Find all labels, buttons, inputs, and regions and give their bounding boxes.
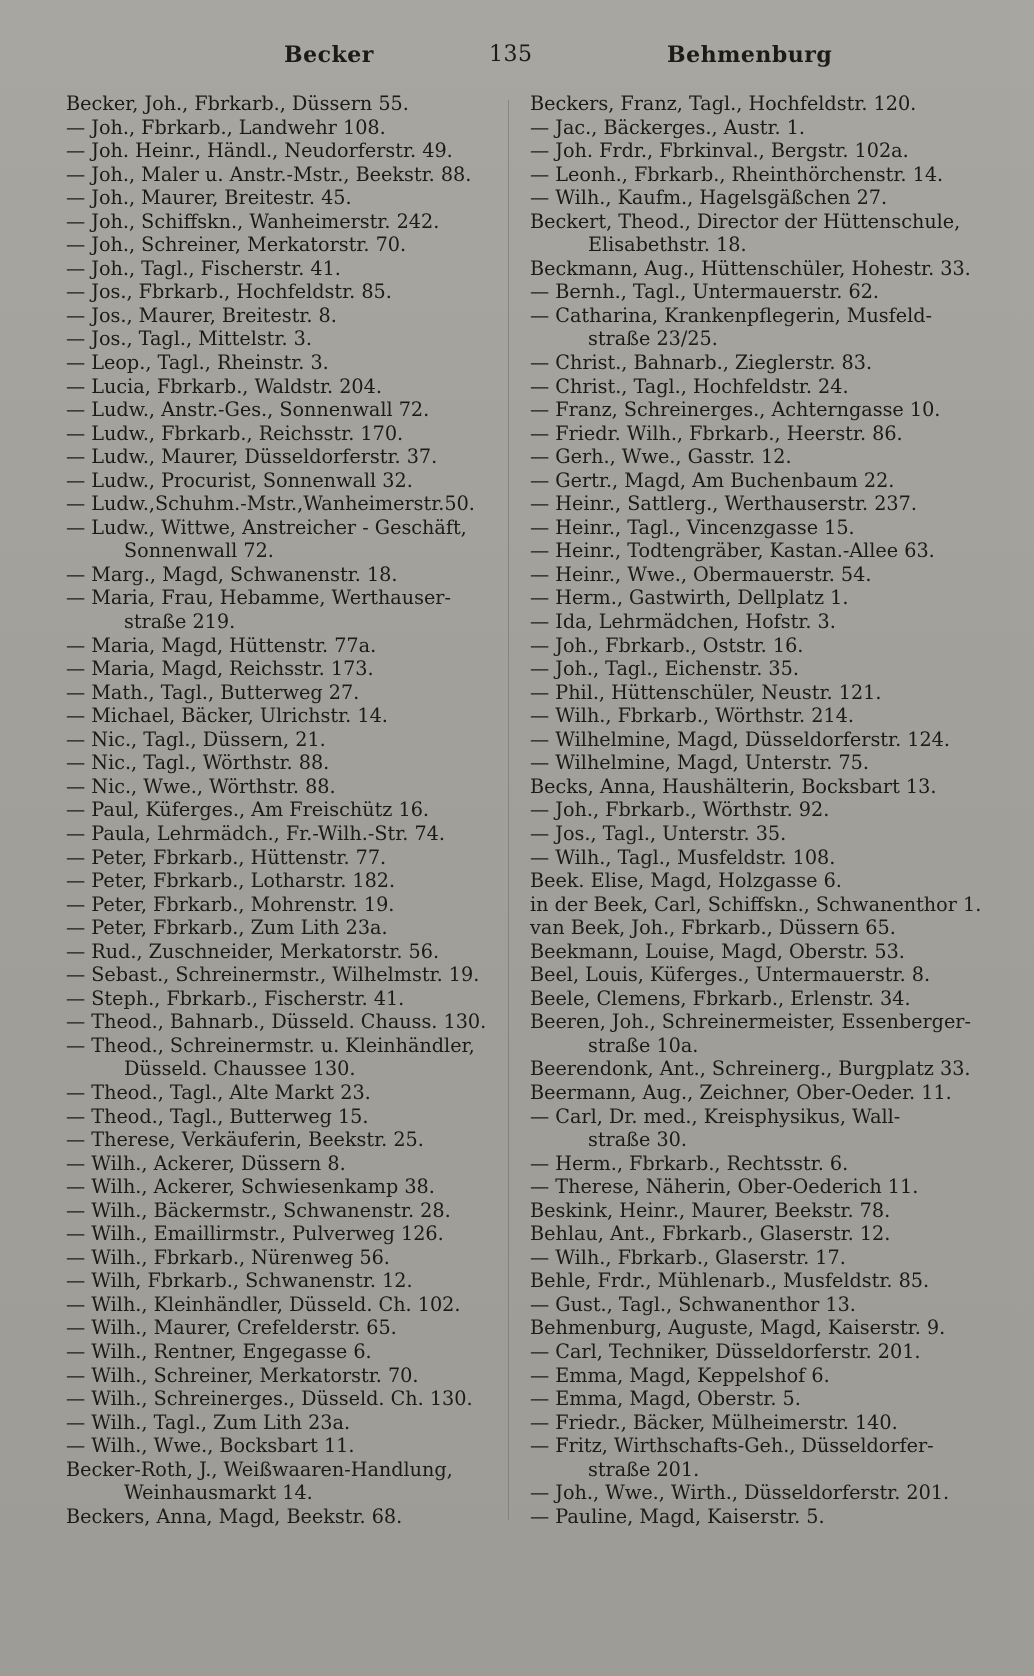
directory-entry: — Ludw., Maurer, Düsseldorferstr. 37.: [66, 445, 438, 469]
directory-entry: — Jos., Tagl., Unterstr. 35.: [530, 821, 787, 845]
directory-entry: — Franz, Schreinerges., Achterngasse 10.: [530, 398, 941, 422]
directory-entry: Beckers, Franz, Tagl., Hochfeldstr. 120.: [530, 92, 917, 115]
directory-entry: van Beek, Joh., Fbrkarb., Düssern 65.: [530, 916, 896, 940]
directory-entry-continuation: Elisabethstr. 18.: [588, 233, 747, 257]
directory-entry: — Heinr., Tagl., Vincenzgasse 15.: [530, 515, 855, 539]
directory-entry: — Marg., Magd, Schwanenstr. 18.: [66, 562, 398, 586]
directory-entry: Beel, Louis, Küferges., Untermauerstr. 8.: [530, 963, 931, 987]
directory-entry: — Wilh., Kaufm., Hagelsgäßchen 27.: [530, 186, 888, 210]
directory-entry: — Carl, Dr. med., Kreisphysikus, Wall-: [530, 1104, 901, 1128]
directory-entry: — Wilh., Ackerer, Düssern 8.: [66, 1151, 346, 1175]
directory-entry: — Jos., Tagl., Mittelstr. 3.: [66, 327, 312, 351]
directory-entry: — Wilh., Schreiner, Merkatorstr. 70.: [66, 1363, 419, 1387]
directory-entry: — Christ., Bahnarb., Zieglerstr. 83.: [530, 351, 873, 375]
directory-entry: Beerendonk, Ant., Schreinerg., Burgplatz 33.: [530, 1057, 971, 1081]
left-column: [66, 92, 514, 1528]
directory-entry-continuation: straße 30.: [588, 1128, 687, 1152]
directory-entry: — Wilh., Emaillirmstr., Pulverweg 126.: [66, 1222, 444, 1246]
directory-entry: — Steph., Fbrkarb., Fischerstr. 41.: [66, 986, 405, 1010]
directory-entry: — Michael, Bäcker, Ulrichstr. 14.: [66, 704, 388, 728]
directory-entry: — Nic., Tagl., Düssern, 21.: [66, 727, 326, 751]
directory-entry: Behmenburg, Auguste, Magd, Kaiserstr. 9.: [530, 1316, 946, 1340]
directory-entry: — Wilh., Fbrkarb., Wörthstr. 214.: [530, 704, 854, 728]
directory-entry: — Joh., Schreiner, Merkatorstr. 70.: [66, 233, 407, 257]
directory-entry: — Gerh., Wwe., Gasstr. 12.: [530, 445, 792, 469]
directory-entry: — Rud., Zuschneider, Merkatorstr. 56.: [66, 939, 440, 963]
directory-entry: — Wilh., Tagl., Zum Lith 23a.: [66, 1410, 351, 1434]
directory-entry: Beckert, Theod., Director der Hüttenschule,: [530, 209, 961, 233]
directory-entry: Becker, Joh., Fbrkarb., Düssern 55.: [66, 92, 409, 115]
directory-entry-continuation: straße 201.: [588, 1457, 700, 1481]
directory-entry: — Wilh., Kleinhändler, Düsseld. Ch. 102.: [66, 1292, 461, 1316]
directory-entry: — Wilh., Tagl., Musfeldstr. 108.: [530, 845, 836, 869]
directory-entry: — Math., Tagl., Butterweg 27.: [66, 680, 360, 704]
directory-entry: — Wilh., Fbrkarb., Glaserstr. 17.: [530, 1245, 846, 1269]
right-column: [530, 92, 990, 1528]
directory-entry: — Joh., Schiffskn., Wanheimerstr. 242.: [66, 209, 440, 233]
header-last-name: Behmenburg: [667, 42, 833, 68]
directory-entry-continuation: straße 23/25.: [588, 327, 718, 351]
directory-entry: Beekmann, Louise, Magd, Oberstr. 53.: [530, 939, 905, 963]
directory-entry: — Paul, Küferges., Am Freischütz 16.: [66, 798, 430, 822]
directory-entry: — Wilh, Fbrkarb., Schwanenstr. 12.: [66, 1269, 413, 1293]
directory-entry: — Joh., Maurer, Breitestr. 45.: [66, 186, 352, 210]
directory-entry: — Wilh., Maurer, Crefelderstr. 65.: [66, 1316, 397, 1340]
directory-entry: — Nic., Tagl., Wörthstr. 88.: [66, 751, 330, 775]
directory-entry: — Catharina, Krankenpflegerin, Musfeld-: [530, 303, 933, 327]
directory-entry-continuation: Düsseld. Chaussee 130.: [124, 1057, 356, 1081]
page-number: 135: [489, 42, 533, 67]
directory-entry-continuation: Sonnenwall 72.: [124, 539, 274, 563]
directory-entry: — Jos., Maurer, Breitestr. 8.: [66, 303, 337, 327]
directory-entry: — Wilh., Wwe., Bocksbart 11.: [66, 1434, 355, 1458]
directory-entry: — Phil., Hüttenschüler, Neustr. 121.: [530, 680, 882, 704]
directory-entry: Beermann, Aug., Zeichner, Ober-Oeder. 11.: [530, 1080, 952, 1104]
directory-entry: Beckmann, Aug., Hüttenschüler, Hohestr. 33.: [530, 256, 971, 280]
directory-entry: — Wilh., Ackerer, Schwiesenkamp 38.: [66, 1175, 435, 1199]
directory-entry: — Joh., Fbrkarb., Landwehr 108.: [66, 115, 386, 139]
directory-entry: — Fritz, Wirthschafts-Geh., Düsseldorfer-: [530, 1434, 934, 1458]
directory-entry: — Joh. Frdr., Fbrkinval., Bergstr. 102a.: [530, 139, 909, 163]
directory-entry: — Emma, Magd, Oberstr. 5.: [530, 1387, 801, 1411]
directory-entry: — Christ., Tagl., Hochfeldstr. 24.: [530, 374, 849, 398]
directory-entry: — Wilh., Bäckermstr., Schwanenstr. 28.: [66, 1198, 451, 1222]
directory-entry: Becker-Roth, J., Weißwaaren-Handlung,: [66, 1457, 453, 1481]
directory-entry: — Therese, Näherin, Ober-Oederich 11.: [530, 1175, 919, 1199]
directory-entry: — Nic., Wwe., Wörthstr. 88.: [66, 774, 336, 798]
directory-entry: — Herm., Gastwirth, Dellplatz 1.: [530, 586, 849, 610]
directory-entry: — Joh., Fbrkarb., Oststr. 16.: [530, 633, 804, 657]
directory-entry: — Joh. Heinr., Händl., Neudorferstr. 49.: [66, 139, 453, 163]
directory-entry: — Emma, Magd, Keppelshof 6.: [530, 1363, 830, 1387]
directory-entry: — Ludw., Wittwe, Anstreicher - Geschäft,: [66, 515, 467, 539]
directory-entry: — Jos., Fbrkarb., Hochfeldstr. 85.: [66, 280, 392, 304]
directory-entry: — Heinr., Wwe., Obermauerstr. 54.: [530, 562, 872, 586]
directory-entry-continuation: straße 10a.: [588, 1033, 699, 1057]
directory-entry: — Maria, Frau, Hebamme, Werthauser-: [66, 586, 451, 610]
directory-entry: — Jac., Bäckerges., Austr. 1.: [530, 115, 806, 139]
directory-entry: — Joh., Fbrkarb., Wörthstr. 92.: [530, 798, 830, 822]
directory-entry: — Sebast., Schreinermstr., Wilhelmstr. 19.: [66, 963, 480, 987]
directory-entry: — Wilh., Schreinerges., Düsseld. Ch. 130.: [66, 1387, 473, 1411]
directory-entry: — Wilhelmine, Magd, Unterstr. 75.: [530, 751, 869, 775]
directory-entry: — Theod., Bahnarb., Düsseld. Chauss. 130.: [66, 1010, 487, 1034]
directory-entry: in der Beek, Carl, Schiffskn., Schwanenthor 1.: [530, 892, 982, 916]
directory-entry: — Maria, Magd, Hüttenstr. 77a.: [66, 633, 377, 657]
directory-entry: — Peter, Fbrkarb., Lotharstr. 182.: [66, 869, 396, 893]
directory-entry: — Peter, Fbrkarb., Hüttenstr. 77.: [66, 845, 387, 869]
running-header: [0, 38, 1034, 78]
directory-entry: — Heinr., Todtengräber, Kastan.-Allee 63.: [530, 539, 935, 563]
directory-entry: — Bernh., Tagl., Untermauerstr. 62.: [530, 280, 880, 304]
directory-entry: — Joh., Maler u. Anstr.-Mstr., Beekstr. 88.: [66, 162, 472, 186]
directory-entry: — Ida, Lehrmädchen, Hofstr. 3.: [530, 610, 836, 634]
directory-entry: — Therese, Verkäuferin, Beekstr. 25.: [66, 1128, 424, 1152]
directory-entry: — Maria, Magd, Reichsstr. 173.: [66, 657, 374, 681]
directory-entry: — Leop., Tagl., Rheinstr. 3.: [66, 351, 329, 375]
directory-entry: Behle, Frdr., Mühlenarb., Musfeldstr. 85.: [530, 1269, 930, 1293]
directory-entry: — Leonh., Fbrkarb., Rheinthörchenstr. 14.: [530, 162, 944, 186]
header-first-name: Becker: [284, 42, 374, 68]
directory-entry: — Heinr., Sattlerg., Werthauserstr. 237.: [530, 492, 917, 516]
directory-entry: — Ludw.,Schuhm.-Mstr.,Wanheimerstr.50.: [66, 492, 475, 516]
directory-entry: Beele, Clemens, Fbrkarb., Erlenstr. 34.: [530, 986, 911, 1010]
directory-entry: Beskink, Heinr., Maurer, Beekstr. 78.: [530, 1198, 891, 1222]
directory-entry: — Lucia, Fbrkarb., Waldstr. 204.: [66, 374, 382, 398]
directory-entry: — Friedr., Bäcker, Mülheimerstr. 140.: [530, 1410, 898, 1434]
directory-entry: — Wilh., Fbrkarb., Nürenweg 56.: [66, 1245, 390, 1269]
directory-entry: — Pauline, Magd, Kaiserstr. 5.: [530, 1504, 825, 1528]
directory-entry-continuation: straße 219.: [124, 610, 236, 634]
directory-entry: — Joh., Tagl., Eichenstr. 35.: [530, 657, 799, 681]
directory-entry-continuation: Weinhausmarkt 14.: [124, 1481, 313, 1505]
directory-entry: — Gertr., Magd, Am Buchenbaum 22.: [530, 468, 895, 492]
directory-entry: — Ludw., Fbrkarb., Reichsstr. 170.: [66, 421, 404, 445]
directory-entry: — Carl, Techniker, Düsseldorferstr. 201.: [530, 1339, 921, 1363]
directory-entry: Beek. Elise, Magd, Holzgasse 6.: [530, 869, 842, 893]
directory-entry: — Peter, Fbrkarb., Mohrenstr. 19.: [66, 892, 395, 916]
directory-entry: — Wilh., Rentner, Engegasse 6.: [66, 1339, 372, 1363]
directory-entry: — Peter, Fbrkarb., Zum Lith 23a.: [66, 916, 388, 940]
directory-entry: Beeren, Joh., Schreinermeister, Essenberger-: [530, 1010, 971, 1034]
directory-entry: — Theod., Schreinermstr. u. Kleinhändler,: [66, 1033, 475, 1057]
directory-entry: — Theod., Tagl., Alte Markt 23.: [66, 1080, 371, 1104]
directory-entry: Becks, Anna, Haushälterin, Bocksbart 13.: [530, 774, 937, 798]
directory-entry: Beckers, Anna, Magd, Beekstr. 68.: [66, 1504, 403, 1528]
directory-entry: — Gust., Tagl., Schwanenthor 13.: [530, 1292, 856, 1316]
directory-entry: — Theod., Tagl., Butterweg 15.: [66, 1104, 369, 1128]
directory-entry: — Herm., Fbrkarb., Rechtsstr. 6.: [530, 1151, 849, 1175]
directory-entry: — Joh., Tagl., Fischerstr. 41.: [66, 256, 341, 280]
directory-entry: — Ludw., Procurist, Sonnenwall 32.: [66, 468, 413, 492]
directory-entry: — Paula, Lehrmädch., Fr.-Wilh.-Str. 74.: [66, 821, 445, 845]
directory-entry: — Joh., Wwe., Wirth., Düsseldorferstr. 201.: [530, 1481, 950, 1505]
column-divider: [508, 100, 509, 1520]
directory-entry: Behlau, Ant., Fbrkarb., Glaserstr. 12.: [530, 1222, 891, 1246]
directory-entry: — Ludw., Anstr.-Ges., Sonnenwall 72.: [66, 398, 430, 422]
directory-entry: — Friedr. Wilh., Fbrkarb., Heerstr. 86.: [530, 421, 903, 445]
directory-entry: — Wilhelmine, Magd, Düsseldorferstr. 124.: [530, 727, 950, 751]
